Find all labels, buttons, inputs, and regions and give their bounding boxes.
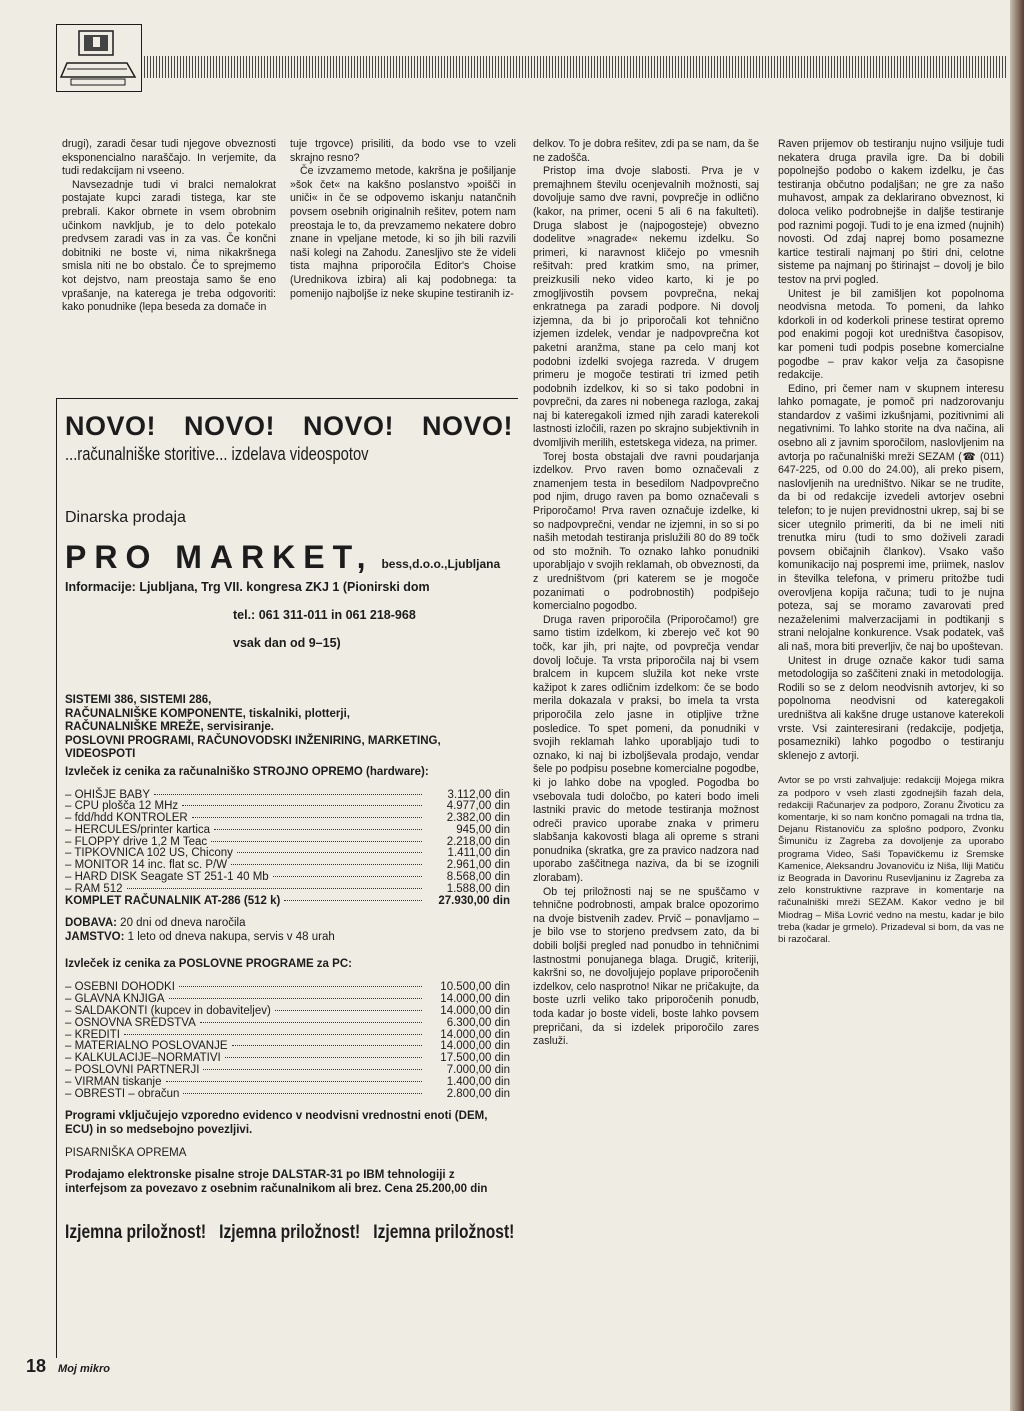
list-item: – CPU plošča 12 MHz 4.977,00 din <box>65 800 510 813</box>
systems-line: VIDEOSPOTI <box>65 748 136 760</box>
office-heading: PISARNIŠKA OPREMA <box>65 1147 187 1160</box>
ad-info: Informacije: Ljubljana, Trg VII. kongresa ZKJ 1 (Pionirski dom <box>65 580 430 594</box>
hardware-heading: Izvleček iz cenika za računalniško STROJNO OPREMO (hardware): <box>65 765 429 778</box>
paragraph: Torej bosta obstajali dve ravni poudarjanja izdelkov. Prvo raven bomo označevali z znamenjem testa in besedilom Nadpovprečno pod njim, drugo raven pa bomo označevali s Priporočamo! Prva raven označuje izdelke, ki so nadpovprečni, vendar ne izjemni, in so si po naših metodah testiranja prislužili 80 do 89 točk od sto možnih. To oznako lahko ponudniki uporabljajo v svojih reklamah, ob obveznosti, da z uredništvom (pri katerem se je mogoče pozanimati o podrobnostih) podpišejo komercialno pogodbo. <box>533 450 759 613</box>
list-item: – fdd/hdd KONTROLER 2.382,00 din <box>65 812 510 825</box>
novo-headline <box>65 411 513 442</box>
software-price-list <box>65 982 510 1100</box>
delivery-info: DOBAVA: 20 dni od dneva naročila JAMSTVO: 1 leto od dneva nakupa, servis v 48 urah <box>65 917 335 943</box>
list-item: – MATERIALNO POSLOVANJE 14.000,00 din <box>65 1040 510 1053</box>
article-column-1 <box>62 138 276 315</box>
list-item: – GLAVNA KNJIGA 14.000,00 din <box>65 993 510 1006</box>
computer-logo-icon <box>56 24 142 92</box>
paragraph: Pristop ima dvoje slabosti. Prva je v premajhnem številu ocenjevalnih možnosti, saj dovoljuje samo dve ravni, povprečje in odlično (kakor, na primer, oceni 5 ali 6 na fakulteti). Druga slabost je (najpogosteje) obvezno dodelitve »nagrade« nekemu izdelku. So primeri, ki naravnost kličejo po vmesnih rešitvah: pred kratkim smo, na primer, preizkusili neko video karto, ki je po zmogljivostih povsem povprečna, nekaj enkratnega pa zaradi podpore. Ni dovolj izjemna, da bi jo priporočali kot tehnično izjemen izdelek, vendar je nadpovprečna kot paketni aranžma, stane pa celo manj kot podobni izdelki svojega razreda. V drugem primeru je mogoče testirati tri izmed petih podobnih izdelkov, ki so si tako podobni in povprečni, da zares ni nobenega razloga, zakaj naj bi kateregakoli izmed njih zaradi katerekoli lastnosti izločili, razen po skrajno subjektivnih in dvomljivih merilih, estetskega videza, na primer. <box>533 165 759 450</box>
article-column-2 <box>290 138 516 301</box>
systems-line: SISTEMI 386, SISTEMI 286, <box>65 694 212 706</box>
ad-hours: vsak dan od 9–15) <box>233 636 341 650</box>
paragraph: tuje trgovce) prisiliti, da bodo vse to vzeli skrajno resno? <box>290 138 516 164</box>
list-item: – HERCULES/printer kartica 945,00 din <box>65 823 510 836</box>
brand-name: PRO MARKET, <box>65 539 374 575</box>
novo-word: NOVO! <box>421 411 513 441</box>
novo-word: NOVO! <box>183 411 275 441</box>
magazine-name: Moj mikro <box>58 1363 110 1375</box>
systems-line: RAČUNALNIŠKE KOMPONENTE, tiskalniki, plotterji, <box>65 707 350 720</box>
list-item: – MONITOR 14 inc. flat sc. P/W 2.961,00 din <box>65 859 510 872</box>
list-item: – OSEBNI DOHODKI 10.500,00 din <box>65 981 510 994</box>
systems-line: POSLOVNI PROGRAMI, RAČUNOVODSKI INŽENIRING, MARKETING, <box>65 734 441 747</box>
header-band <box>60 56 1008 78</box>
paragraph: Če izvzamemo metode, kakršna je pošiljanje »šok čet« na kakšno poslanstvo »poišči in uniči« in če se odpovemo iskanju natančnih povsem osebnih originalnih rešitev, potem nam preostaja le to, da prevzamemo nekatere dobro znane in vpeljane metode, ki so jih bili razvili naši kolegi na Zahodu. Zanesljivo ste že videli tista majhna priporočila Editor's Choise (Urednikova izbira) ali kaj podobnega: ta pomenijo najboljše iz neke skupine testiranih iz- <box>290 165 516 300</box>
novo-word: NOVO! <box>302 411 394 441</box>
paragraph: Edino, pri čemer nam v skupnem interesu lahko pomagate, je pomoč pri nadzorovanju standardov z vašimi izkušnjami, pozitivnimi ali negativnimi. To lahko storite na dva načina, ali osebno ali z javnim sporočilom, naslovljenim na avtorja po računalniški mreži SEZAM (☎ (011) 647-225, od 0.00 do 24.00), ali preko pisem, naslovljenih na uredništvo. Nikar se ne trudite, da bi od redakcije izvedeli avtorjev osebni telefon; to je nujen previdnostni ukrep, saj bi se sicer utegnilo primeriti, da bi ne imeli niti trenutka miru (tudi to smo doživeli zaradi povsem običajnih člankov). Vsako vašo komunikacijo naj pospremi ime, priimek, naslov in številka telefona, v primeru pritožbe tudi overovljena kopija računa; tudi to je nujna poteza, saj se moramo zavarovati pred nezaželenimi malverzacijami in podtikanji s strani nelojalne konkurence. Vsak podatek, vaš ali naš, mora biti preverljiv, če naj bo upoštevan. <box>778 382 1004 653</box>
systems-line: RAČUNALNIŠKE MREŽE, servisiranje. <box>65 721 274 733</box>
brand-suffix: bess,d.o.o.,Ljubljana <box>381 557 501 571</box>
brand-line <box>65 539 510 576</box>
software-heading: Izvleček iz cenika za POSLOVNE PROGRAME za PC: <box>65 958 352 971</box>
slogan-phrase: Izjemna priložnost! <box>219 1222 361 1244</box>
list-item: – TIPKOVNICA 102 US, Chicony 1.411,00 din <box>65 847 510 860</box>
paragraph: Navsezadnje tudi vi bralci nemalokrat postajate kupci zaradi tistega, kar ste prebrali. Kakor obrnete in vsem obrobnim učinkom navkljub, je to delo potekalo predvsem zaradi vas in za vas. Če končni dobitniki ne boste vi, nima nikakršnega smisla niti ne bo obstalo. Če to sprejmemo kot dejstvo, nam preostaja samo še eno vprašanje, na katerega je treba odgovoriti: kako ponudnike (lepa beseda za domače in <box>62 178 276 314</box>
novo-word: NOVO! <box>65 411 157 441</box>
hardware-price-list <box>65 790 510 908</box>
hardware-total: KOMPLET RAČUNALNIK AT-286 (512 k) 27.930,00 din <box>65 894 510 907</box>
systems-list <box>65 694 510 762</box>
article-column-4 <box>778 138 1004 946</box>
office-note: Prodajamo elektronske pisalne stroje DALSTAR-31 po IBM tehnologiji z interfejsom za povezavo z osebnim računalnikom ali brez. Cena 25.200,00 din <box>65 1169 488 1195</box>
list-item: – SALDAKONTI (kupcev in dobaviteljev) 14.000,00 din <box>65 1005 510 1018</box>
slogan-phrase: Izjemna priložnost! <box>373 1222 515 1244</box>
paragraph: drugi), zaradi česar tudi njegove obveznosti eksponencialno naraščajo. In verjemite, da tudi redakcijam ni vseeno. <box>62 138 276 178</box>
paragraph: Raven prijemov ob testiranju nujno vsiljuje tudi nekatera druga pravila igre. Da bi dobili popolnejšo podobo o kakem izdelku, je čas testiranja občutno podaljšan; ne gre za našo muhavost, ampak za deklarirano obveznost, ki doloca veliko podrobnejše in daljše testiranje pod raznimi pogoji. Tudi to je ena izmed (nujnih) novosti. Od zdaj naprej bomo posamezne kartice testirali najmanj po štiri dni, celotne sisteme pa najmanj po štirinajst – dovolj je bilo testov na prvi pogled. <box>778 138 1004 286</box>
paragraph: Druga raven priporočila (Priporočamo!) gre samo tistim izdelkom, ki zberejo več kot 90 točk, kar jih, pri najte, od povprečja vendar dovolj ločuje. Ta vrsta priporočila naj bi vsem bralcem in kupcem služila kot neke vrste kažipot k zares odličnim izdelkom: če se bodo merila dokazala v praksi, bo imela ta vrsta priporočila zelo jasne in otipljive tržne posledice. To spet pomeni, da ponudniki v svojih reklamah lahko uporabljajo tudi to oznako, ki naj bi izboljševala prodajo, vendar šele po podpisu posebne komercialne pogodbe, ki jo lahko dobe na vpogled. Pogodba bo vsebovala tudi določbo, po kateri bodo imeli lastniki pravic do metode testiranja možnost odreči pravico uporabe znaka v primeru slabšanja kakovosti blaga ali opreme s strani ponudnika (skratka, gre za pravico nadzora nad uporabo zaščitnega naziva, da bi se izognili zlorabam). <box>533 613 759 885</box>
list-item: – VIRMAN tiskanje 1.400,00 din <box>65 1075 510 1088</box>
dinarska-prodaja: Dinarska prodaja <box>65 509 186 526</box>
page-edge <box>1010 0 1024 1411</box>
list-item: – OHIŠJE BABY 3.112,00 din <box>65 788 510 801</box>
ad-subtitle: ...računalniške storitive... izdelava videospotov <box>65 444 369 464</box>
article-column-3 <box>533 138 759 1049</box>
ad-slogan <box>65 1222 514 1244</box>
list-item: – KALKULACIJE–NORMATIVI 17.500,00 din <box>65 1052 510 1065</box>
list-item: – OSNOVNA SREDSTVA 6.300,00 din <box>65 1016 510 1029</box>
ad-phone: tel.: 061 311-011 in 061 218-968 <box>233 608 416 622</box>
list-item: – HARD DISK Seagate ST 251-1 40 Mb 8.568,00 din <box>65 871 510 884</box>
programs-note: Programi vključujejo vzporedno evidenco v neodvisni vrednostni enoti (DEM, ECU) in so medsebojno povezljivi. <box>65 1110 488 1136</box>
pro-market-advertisement <box>56 398 518 1358</box>
paragraph: Ob tej priložnosti naj se ne spuščamo v tehnične podrobnosti, ampak bralce opozorimo na dvoje bistvenih zadev. Prvič – ponavljamo – je bilo vse to storjeno predvsem zato, da bi dobili boljši pregled nad ponudbo in tehničnimi lastnostmi ponujanega blaga. Drugič, kriteriji, kakršni so, ne dovoljujejo poplave priporočenih izdelkov, celo nasprotno! Nikar ne pričakujte, da boste uzrli veliko tako priporočenih ponudb, toda kadar jo boste videli, boste lahko povsem prepričani, da si izdelek priporočilo zares zasluži. <box>533 885 759 1048</box>
page-number: 18 <box>26 1356 47 1376</box>
list-item: – FLOPPY drive 1,2 M Teac 2.218,00 din <box>65 835 510 848</box>
paragraph: Unitest je bil zamišljen kot popolnoma neodvisna metoda. To pomeni, da lahko kdorkoli in od koderkoli prinese testirat opremo pod enakimi pogoji kot uredništva časopisov, kar pomeni tudi podpis posebne komercialne pogodbe – prav kakor velja za časopisne redakcije. <box>778 287 1004 382</box>
page-footer <box>26 1356 110 1377</box>
list-item: – POSLOVNI PARTNERJI 7.000,00 din <box>65 1064 510 1077</box>
paragraph: delkov. To je dobra rešitev, zdi pa se nam, da še ne zadošča. <box>533 138 759 164</box>
list-item: – OBRESTI – obračun 2.800,00 din <box>65 1087 510 1100</box>
paragraph: Unitest in druge označe kakor tudi sama metodologija so zaščiteni znaki in metodologija. Rodili so se z delom neodvisnih avtorjev, ki so popolnoma neodvisni od kateregakoli uredništva ali kakšne druge ustanove katerekoli vrste. Vsi zainteresirani (redakcije, podjetja, posamezniki) lahko pogodbo o testiranju sklenejo z avtorji. <box>778 654 1004 762</box>
list-item: – KREDITI 14.000,00 din <box>65 1028 510 1041</box>
slogan-phrase: Izjemna priložnost! <box>65 1222 207 1244</box>
list-item: – RAM 512 1.588,00 din <box>65 882 510 895</box>
acknowledgement: Avtor se po vrsti zahvaljuje: redakciji Mojega mikra za podporo v vseh zlasti zgodnejših fazah dela, redakciji Računarjev za podporo, Zoranu Životicu za komentarje, ki so nam končno pomagali na trdna tla, Dejanu Ristanoviču za splošno podporo, Zvonku Šimuniču iz Zagreba za dovoljenje za uporabo programa Video, Saši Topavičkemu iz Sremske Kamenice, Aleksandru Jovanoviču iz Niša, Iliji Matiču iz Beograda in Davorinu Rusevljaninu iz Zagreba za zelo konstruktivne razprave in komentarje na računalniški mreži SEZAM. Kakor vedno je bil Miodrag – Miša Lovrić vedno na mestu, kadar je bilo treba (kadar je grmelo). Prizadeval si bom, da vas ne bi razočaral. <box>778 775 1004 945</box>
